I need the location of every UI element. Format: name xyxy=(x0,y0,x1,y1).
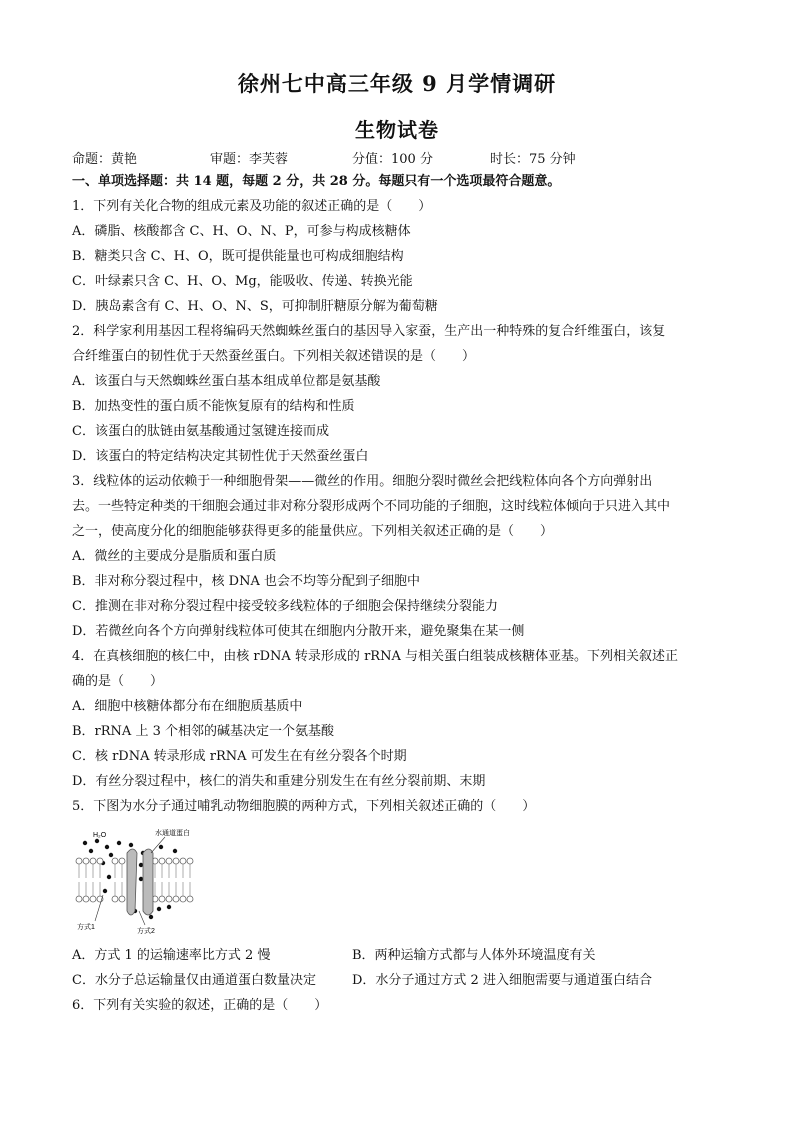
reviewer-field: 审题：李芙蓉 xyxy=(210,152,289,167)
question-line: A．该蛋白与天然蜘蛛丝蛋白基本组成单位都是氨基酸 xyxy=(72,374,381,389)
question-line: C．核 rDNA 转录形成 rRNA 可发生在有丝分裂各个时期 xyxy=(72,749,407,764)
question-line: 5．下图为水分子通过哺乳动物细胞膜的两种方式，下列相关叙述正确的（ ） xyxy=(72,799,536,814)
question-line: B．非对称分裂过程中，核 DNA 也会不均等分配到子细胞中 xyxy=(72,574,421,589)
h2o-label: H₂O xyxy=(93,832,107,839)
option-a: A．方式 1 的运输速率比方式 2 慢 xyxy=(72,948,271,963)
option-b: B．两种运输方式都与人体外环境温度有关 xyxy=(352,948,596,963)
question-line: B．加热变性的蛋白质不能恢复原有的结构和性质 xyxy=(72,399,355,414)
way1-label: 方式1 xyxy=(77,924,95,931)
question-line: D．胰岛素含有 C、H、O、N、S，可抑制肝糖原分解为葡萄糖 xyxy=(72,299,438,314)
page-subtitle: 生物试卷 xyxy=(355,118,439,142)
question-line: C．推测在非对称分裂过程中接受较多线粒体的子细胞会保持继续分裂能力 xyxy=(72,599,498,614)
score-field: 分值：100 分 xyxy=(352,152,433,167)
author-field: 命题：黄艳 xyxy=(72,152,138,167)
way2-label: 方式2 xyxy=(137,928,155,935)
question-line: 4．在真核细胞的核仁中，由核 rDNA 转录形成的 rRNA 与相关蛋白组装成核糖体亚基。下列相关叙述正 xyxy=(72,649,678,664)
question-line: A．磷脂、核酸都含 C、H、O、N、P，可参与构成核糖体 xyxy=(72,224,411,239)
question-line: D．若微丝向各个方向弹射线粒体可使其在细胞内分散开来，避免聚集在某一侧 xyxy=(72,624,525,639)
question-line: 1．下列有关化合物的组成元素及功能的叙述正确的是（ ） xyxy=(72,199,432,214)
question-line: C．该蛋白的肽链由氨基酸通过氢键连接而成 xyxy=(72,424,329,439)
question-line: B．rRNA 上 3 个相邻的碱基决定一个氨基酸 xyxy=(72,724,334,739)
page-title: 徐州七中高三年级 9 月学情调研 xyxy=(237,71,557,96)
question-line: C．叶绿素只含 C、H、O、Mg，能吸收、传递、转换光能 xyxy=(72,274,413,289)
question-line: D．该蛋白的特定结构决定其韧性优于天然蚕丝蛋白 xyxy=(72,449,369,464)
membrane-diagram xyxy=(75,825,195,935)
question-line: 确的是（ ） xyxy=(72,674,164,689)
question-line: 6．下列有关实验的叙述，正确的是（ ） xyxy=(72,998,328,1013)
option-d: D．水分子通过方式 2 进入细胞需要与通道蛋白结合 xyxy=(352,973,652,988)
option-c: C．水分子总运输量仅由通道蛋白数量决定 xyxy=(72,973,316,988)
question-line: 3．线粒体的运动依赖于一种细胞骨架——微丝的作用。细胞分裂时微丝会把线粒体向各个方向弹射出 xyxy=(72,474,653,489)
question-line: 合纤维蛋白的韧性优于天然蚕丝蛋白。下列相关叙述错误的是（ ） xyxy=(72,349,476,364)
question-line: A．微丝的主要成分是脂质和蛋白质 xyxy=(72,549,277,564)
time-field: 时长：75 分钟 xyxy=(490,152,576,167)
question-line: 之一，使高度分化的细胞能够获得更多的能量供应。下列相关叙述正确的是（ ） xyxy=(72,524,554,539)
question-line: B．糖类只含 C、H、O，既可提供能量也可构成细胞结构 xyxy=(72,249,404,264)
question-line: D．有丝分裂过程中，核仁的消失和重建分别发生在有丝分裂前期、末期 xyxy=(72,774,486,789)
question-line: 去。一些特定种类的干细胞会通过非对称分裂形成两个不同功能的子细胞，这时线粒体倾向于只进入其中 xyxy=(72,499,671,514)
channel-label: 水通道蛋白 xyxy=(155,830,190,837)
section-heading: 一、单项选择题：共 14 题，每题 2 分，共 28 分。每题只有一个选项最符合题意。 xyxy=(72,174,561,189)
question-line: A．细胞中核糖体都分布在细胞质基质中 xyxy=(72,699,303,714)
question-line: 2．科学家利用基因工程将编码天然蜘蛛丝蛋白的基因导入家蚕，生产出一种特殊的复合纤维蛋白，该复 xyxy=(72,324,666,339)
